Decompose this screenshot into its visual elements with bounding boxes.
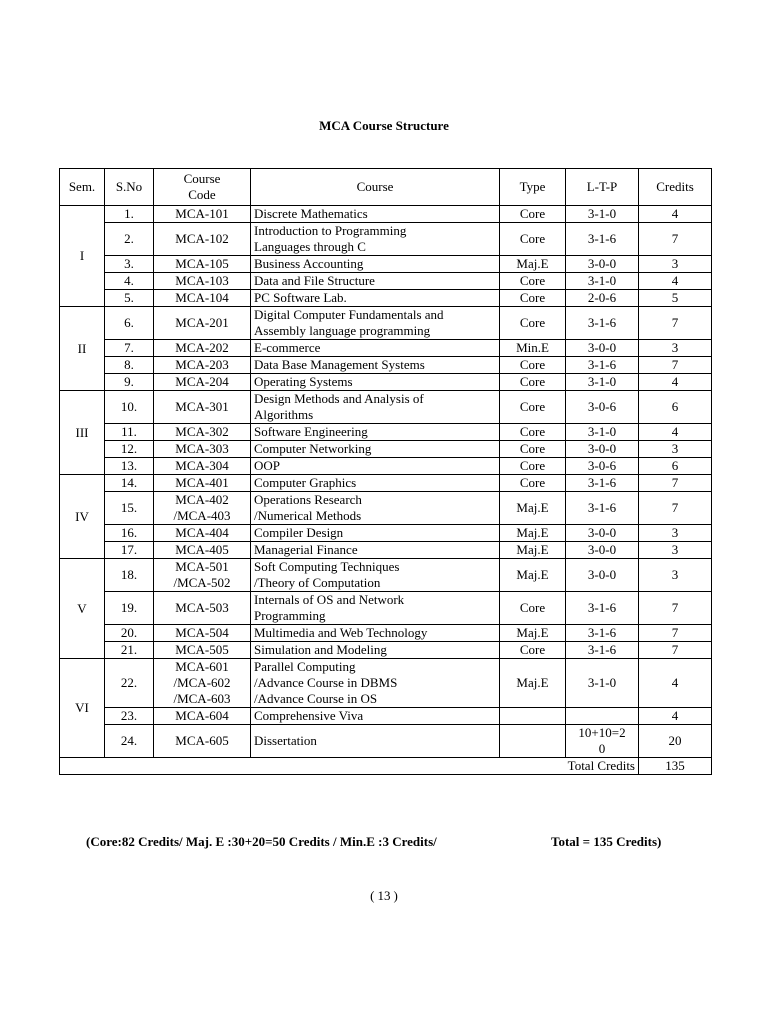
course-name <box>251 475 500 492</box>
course-name-line: /Numerical Methods <box>254 508 362 523</box>
table-row <box>60 708 712 725</box>
course-name <box>251 492 500 525</box>
course-name-line: Discrete Mathematics <box>254 206 368 221</box>
credits-cell: 4 <box>639 424 712 441</box>
table-row <box>60 458 712 475</box>
serial-number: 21. <box>105 642 154 659</box>
page-number: ( 13 ) <box>370 888 398 903</box>
course-type: Core <box>500 475 566 492</box>
course-type: Core <box>500 391 566 424</box>
header-type: Type <box>500 169 566 206</box>
serial-number: 1. <box>105 206 154 223</box>
credits-cell: 7 <box>639 475 712 492</box>
course-code <box>154 374 251 391</box>
course-code <box>154 625 251 642</box>
course-type: Core <box>500 223 566 256</box>
credits-cell: 4 <box>639 273 712 290</box>
course-type: Core <box>500 307 566 340</box>
header-sno: S.No <box>105 169 154 206</box>
table-row <box>60 424 712 441</box>
table-row <box>60 307 712 340</box>
course-code-line: MCA-303 <box>175 441 229 456</box>
course-code <box>154 340 251 357</box>
course-name <box>251 340 500 357</box>
table-row <box>60 592 712 625</box>
course-code <box>154 290 251 307</box>
credits-cell: 20 <box>639 725 712 758</box>
table-row <box>60 559 712 592</box>
ltp-cell <box>566 458 639 475</box>
course-code <box>154 525 251 542</box>
table-row <box>60 542 712 559</box>
course-name-line: Programming <box>254 608 326 623</box>
course-name-line: Internals of OS and Network <box>254 592 405 607</box>
header-code-line1: Course <box>183 171 221 186</box>
course-name <box>251 357 500 374</box>
course-type: Min.E <box>500 340 566 357</box>
course-type: Maj.E <box>500 559 566 592</box>
ltp-cell-line: 3-0-0 <box>587 256 617 271</box>
course-name <box>251 625 500 642</box>
course-structure-table <box>59 168 712 775</box>
credits-cell: 7 <box>639 592 712 625</box>
course-name <box>251 391 500 424</box>
course-name <box>251 542 500 559</box>
course-code-line: MCA-202 <box>175 340 229 355</box>
serial-number: 12. <box>105 441 154 458</box>
serial-number: 23. <box>105 708 154 725</box>
ltp-cell <box>566 307 639 340</box>
course-type: Maj.E <box>500 492 566 525</box>
credits-cell: 3 <box>639 441 712 458</box>
ltp-cell <box>566 290 639 307</box>
course-code-line: MCA-601 <box>175 659 229 674</box>
course-code-line: MCA-501 <box>175 559 229 574</box>
course-name <box>251 273 500 290</box>
course-code-line: MCA-402 <box>175 492 229 507</box>
header-sem: Sem. <box>60 169 105 206</box>
serial-number: 2. <box>105 223 154 256</box>
course-code <box>154 475 251 492</box>
table-row <box>60 357 712 374</box>
course-name-line: Languages through C <box>254 239 366 254</box>
ltp-cell <box>566 525 639 542</box>
serial-number: 20. <box>105 625 154 642</box>
credits-cell: 7 <box>639 625 712 642</box>
course-code-line: MCA-304 <box>175 458 229 473</box>
serial-number: 16. <box>105 525 154 542</box>
ltp-cell <box>566 559 639 592</box>
serial-number: 10. <box>105 391 154 424</box>
ltp-cell-line: 3-1-0 <box>587 675 617 690</box>
course-code <box>154 206 251 223</box>
course-name-line: E-commerce <box>254 340 321 355</box>
table-row <box>60 206 712 223</box>
table-body <box>60 206 712 758</box>
summary-breakdown: (Core:82 Credits/ Maj. E :30+20=50 Credits / Min.E :3 Credits/ <box>86 834 437 849</box>
ltp-cell <box>566 492 639 525</box>
ltp-cell <box>566 256 639 273</box>
credits-cell: 4 <box>639 374 712 391</box>
credits-cell: 5 <box>639 290 712 307</box>
header-code-line2: Code <box>188 187 216 202</box>
course-name-line: Digital Computer Fundamentals and <box>254 307 444 322</box>
table-row <box>60 223 712 256</box>
ltp-cell-line: 3-0-6 <box>587 458 617 473</box>
ltp-cell <box>566 642 639 659</box>
course-type: Maj.E <box>500 625 566 642</box>
course-type: Core <box>500 273 566 290</box>
ltp-cell-line: 3-1-0 <box>587 374 617 389</box>
ltp-cell-line: 3-0-0 <box>587 340 617 355</box>
header-course-code <box>154 169 251 206</box>
course-code <box>154 441 251 458</box>
course-code-line: MCA-201 <box>175 315 229 330</box>
course-type: Core <box>500 357 566 374</box>
ltp-cell <box>566 441 639 458</box>
course-name-line: Introduction to Programming <box>254 223 407 238</box>
course-name-line: Simulation and Modeling <box>254 642 387 657</box>
ltp-cell <box>566 374 639 391</box>
course-name-line: Computer Graphics <box>254 475 357 490</box>
ltp-cell <box>566 708 639 725</box>
serial-number: 22. <box>105 659 154 708</box>
serial-number: 9. <box>105 374 154 391</box>
course-name-line: Software Engineering <box>254 424 368 439</box>
course-name-line: Soft Computing Techniques <box>254 559 400 574</box>
serial-number: 7. <box>105 340 154 357</box>
course-name-line: Data Base Management Systems <box>254 357 425 372</box>
table-row <box>60 525 712 542</box>
ltp-cell-line: 3-0-0 <box>587 525 617 540</box>
course-code <box>154 659 251 708</box>
course-type <box>500 708 566 725</box>
total-label: Total Credits <box>60 758 639 775</box>
ltp-cell <box>566 592 639 625</box>
table-row <box>60 492 712 525</box>
course-name-line: Design Methods and Analysis of <box>254 391 424 406</box>
course-code <box>154 307 251 340</box>
course-name <box>251 642 500 659</box>
credits-cell: 3 <box>639 542 712 559</box>
course-name-line: Assembly language programming <box>254 323 431 338</box>
ltp-cell-line: 3-1-0 <box>587 424 617 439</box>
semester-cell: IV <box>60 475 105 559</box>
ltp-cell <box>566 625 639 642</box>
course-name-line: /Advance Course in OS <box>254 691 378 706</box>
course-name-line: Business Accounting <box>254 256 364 271</box>
course-code-line: MCA-301 <box>175 399 229 414</box>
serial-number: 15. <box>105 492 154 525</box>
table-header-row <box>60 169 712 206</box>
course-name <box>251 374 500 391</box>
course-code-line: MCA-102 <box>175 231 229 246</box>
ltp-cell-line: 3-1-6 <box>587 475 617 490</box>
course-type: Core <box>500 642 566 659</box>
credits-cell: 3 <box>639 525 712 542</box>
course-name <box>251 424 500 441</box>
table-row <box>60 475 712 492</box>
course-code <box>154 223 251 256</box>
course-name <box>251 659 500 708</box>
credits-cell: 4 <box>639 708 712 725</box>
course-code <box>154 708 251 725</box>
course-name <box>251 441 500 458</box>
course-code <box>154 642 251 659</box>
course-name-line: /Advance Course in DBMS <box>254 675 398 690</box>
credits-cell: 7 <box>639 357 712 374</box>
semester-cell: I <box>60 206 105 307</box>
ltp-cell <box>566 391 639 424</box>
course-name-line: Data and File Structure <box>254 273 375 288</box>
ltp-cell <box>566 542 639 559</box>
course-name <box>251 559 500 592</box>
table-row <box>60 642 712 659</box>
ltp-cell <box>566 206 639 223</box>
course-code-line: MCA-203 <box>175 357 229 372</box>
course-name <box>251 307 500 340</box>
serial-number: 19. <box>105 592 154 625</box>
ltp-cell-line: 3-1-6 <box>587 315 617 330</box>
course-code-line: MCA-604 <box>175 708 229 723</box>
course-name-line: Parallel Computing <box>254 659 356 674</box>
table-row <box>60 391 712 424</box>
course-code-line: MCA-302 <box>175 424 229 439</box>
credits-cell: 7 <box>639 492 712 525</box>
course-name-line: Algorithms <box>254 407 314 422</box>
ltp-cell <box>566 340 639 357</box>
course-name-line: /Theory of Computation <box>254 575 381 590</box>
table-row <box>60 290 712 307</box>
serial-number: 24. <box>105 725 154 758</box>
course-code-line: /MCA-603 <box>173 691 231 706</box>
course-code-line: MCA-404 <box>175 525 229 540</box>
table-row <box>60 441 712 458</box>
total-value: 135 <box>639 758 712 775</box>
credits-cell: 3 <box>639 256 712 273</box>
table-row <box>60 374 712 391</box>
credits-cell: 6 <box>639 391 712 424</box>
ltp-cell-line: 3-1-6 <box>587 500 617 515</box>
serial-number: 18. <box>105 559 154 592</box>
semester-cell: VI <box>60 659 105 758</box>
serial-number: 17. <box>105 542 154 559</box>
ltp-cell-line: 3-1-6 <box>587 231 617 246</box>
semester-cell: III <box>60 391 105 475</box>
course-code-line: MCA-103 <box>175 273 229 288</box>
course-code <box>154 391 251 424</box>
course-name-line: Compiler Design <box>254 525 344 540</box>
course-type: Core <box>500 374 566 391</box>
course-code-line: MCA-101 <box>175 206 229 221</box>
course-code <box>154 492 251 525</box>
table-row <box>60 659 712 708</box>
course-code <box>154 357 251 374</box>
table-row <box>60 340 712 357</box>
serial-number: 3. <box>105 256 154 273</box>
header-credits: Credits <box>639 169 712 206</box>
course-name-line: Computer Networking <box>254 441 372 456</box>
course-code <box>154 592 251 625</box>
course-code-line: MCA-401 <box>175 475 229 490</box>
semester-cell: V <box>60 559 105 659</box>
ltp-cell <box>566 475 639 492</box>
course-name-line: Comprehensive Viva <box>254 708 364 723</box>
course-code-line: MCA-504 <box>175 625 229 640</box>
table-row <box>60 725 712 758</box>
course-name <box>251 725 500 758</box>
course-code-line: MCA-204 <box>175 374 229 389</box>
ltp-cell-line: 3-1-6 <box>587 625 617 640</box>
credits-cell: 7 <box>639 307 712 340</box>
course-code-line: /MCA-502 <box>173 575 231 590</box>
course-type: Core <box>500 424 566 441</box>
credits-cell: 7 <box>639 223 712 256</box>
summary-total: Total = 135 Credits) <box>551 834 662 849</box>
ltp-cell-line: 3-1-6 <box>587 357 617 372</box>
ltp-cell-line: 2-0-6 <box>587 290 617 305</box>
course-code <box>154 424 251 441</box>
credits-cell: 4 <box>639 659 712 708</box>
ltp-cell <box>566 725 639 758</box>
course-code-line: MCA-405 <box>175 542 229 557</box>
course-type: Core <box>500 206 566 223</box>
course-name <box>251 458 500 475</box>
course-code-line: MCA-105 <box>175 256 229 271</box>
course-code <box>154 458 251 475</box>
course-code-line: MCA-503 <box>175 600 229 615</box>
course-name-line: Managerial Finance <box>254 542 358 557</box>
ltp-cell-line: 3-0-0 <box>587 441 617 456</box>
course-code-line: MCA-104 <box>175 290 229 305</box>
course-type: Maj.E <box>500 542 566 559</box>
course-name <box>251 223 500 256</box>
course-code <box>154 559 251 592</box>
serial-number: 13. <box>105 458 154 475</box>
semester-cell: II <box>60 307 105 391</box>
ltp-cell-line: 3-0-6 <box>587 399 617 414</box>
ltp-cell-line: 10+10=2 <box>578 725 626 740</box>
ltp-cell-line: 3-0-0 <box>587 567 617 582</box>
credits-cell: 3 <box>639 559 712 592</box>
serial-number: 11. <box>105 424 154 441</box>
ltp-cell <box>566 659 639 708</box>
header-course: Course <box>251 169 500 206</box>
ltp-cell <box>566 357 639 374</box>
course-name <box>251 206 500 223</box>
ltp-cell-line: 3-1-6 <box>587 600 617 615</box>
course-code-line: /MCA-602 <box>173 675 231 690</box>
page-number-value: 13 <box>377 888 391 903</box>
credits-cell: 3 <box>639 340 712 357</box>
page-title: MCA Course Structure <box>319 118 449 133</box>
serial-number: 4. <box>105 273 154 290</box>
serial-number: 5. <box>105 290 154 307</box>
course-code-line: MCA-605 <box>175 733 229 748</box>
course-name <box>251 525 500 542</box>
course-name-line: Multimedia and Web Technology <box>254 625 428 640</box>
course-code <box>154 256 251 273</box>
total-row <box>60 758 712 775</box>
course-name <box>251 256 500 273</box>
table-row <box>60 625 712 642</box>
course-name-line: OOP <box>254 458 281 473</box>
ltp-cell <box>566 223 639 256</box>
course-type <box>500 725 566 758</box>
ltp-cell <box>566 273 639 290</box>
course-name-line: PC Software Lab. <box>254 290 347 305</box>
course-name <box>251 290 500 307</box>
ltp-cell-line: 3-1-0 <box>587 206 617 221</box>
credits-cell: 6 <box>639 458 712 475</box>
course-name-line: Operations Research <box>254 492 362 507</box>
course-type: Core <box>500 592 566 625</box>
ltp-cell-line: 3-0-0 <box>587 542 617 557</box>
course-type: Maj.E <box>500 659 566 708</box>
credits-cell: 7 <box>639 642 712 659</box>
course-name <box>251 708 500 725</box>
course-name <box>251 592 500 625</box>
course-type: Maj.E <box>500 525 566 542</box>
course-type: Core <box>500 441 566 458</box>
ltp-cell-line: 3-1-6 <box>587 642 617 657</box>
table-row <box>60 256 712 273</box>
ltp-cell <box>566 424 639 441</box>
course-code <box>154 273 251 290</box>
table-row <box>60 273 712 290</box>
serial-number: 14. <box>105 475 154 492</box>
course-name-line: Operating Systems <box>254 374 353 389</box>
ltp-cell-line: 3-1-0 <box>587 273 617 288</box>
course-code <box>154 725 251 758</box>
credits-cell: 4 <box>639 206 712 223</box>
serial-number: 8. <box>105 357 154 374</box>
course-code <box>154 542 251 559</box>
course-type: Maj.E <box>500 256 566 273</box>
course-name-line: Dissertation <box>254 733 317 748</box>
serial-number: 6. <box>105 307 154 340</box>
course-type: Core <box>500 290 566 307</box>
course-code-line: /MCA-403 <box>173 508 231 523</box>
ltp-cell-line: 0 <box>598 741 606 756</box>
course-code-line: MCA-505 <box>175 642 229 657</box>
course-type: Core <box>500 458 566 475</box>
header-ltp: L-T-P <box>566 169 639 206</box>
